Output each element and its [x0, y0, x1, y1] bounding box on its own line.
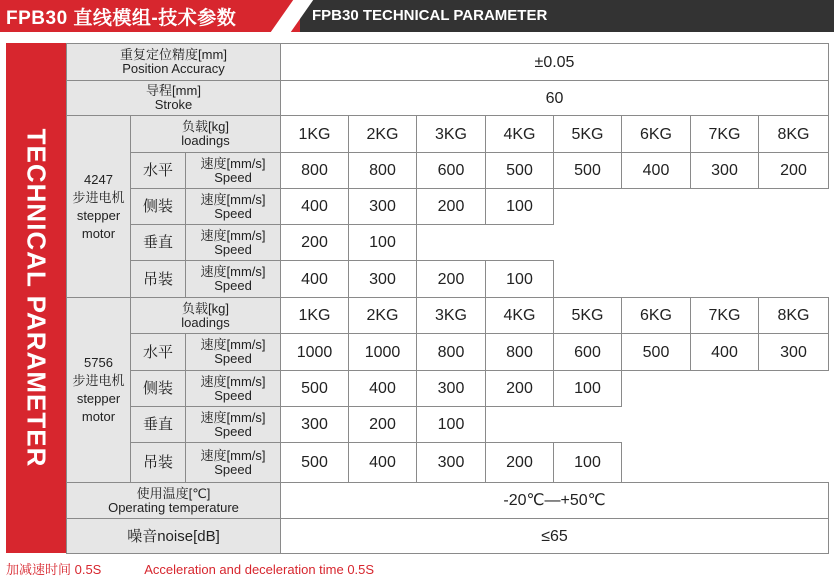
cell-label-en: loadings: [181, 314, 230, 330]
speed-value: 800: [416, 333, 486, 371]
mount-label: 垂直: [130, 406, 186, 443]
noise-label: 噪音noise[dB]: [66, 518, 281, 554]
cell-label-en: Speed: [214, 241, 252, 257]
cell-label-cn: 使用温度[℃]: [136, 485, 211, 501]
speed-value: 100: [553, 370, 622, 407]
motor-en1: stepper: [76, 207, 121, 223]
operating-temperature-label: [66, 482, 281, 519]
cell-label-cn: 速度[mm/s]: [200, 191, 266, 207]
cell-label-cn: 导程[mm]: [146, 83, 201, 98]
side-band-text: TECHNICAL PARAMETER: [21, 128, 52, 468]
footer-note-en: Acceleration and deceleration time 0.5S: [144, 562, 375, 577]
speed-value: 100: [485, 260, 554, 298]
speed-value: 200: [485, 370, 554, 407]
header-title-cn: FPB30 直线模组-技术参数: [6, 8, 237, 29]
speed-value: 200: [348, 406, 417, 443]
mount-label: 侧装: [130, 188, 186, 225]
speed-label: [185, 260, 281, 298]
mount-label: 吊装: [130, 260, 186, 298]
speed-value: 200: [280, 224, 349, 261]
load-4: 5KG: [553, 297, 622, 334]
cell-label-en: Position Accuracy: [122, 61, 225, 76]
motor-model: 5756: [84, 355, 113, 370]
cell-label-en: Stroke: [154, 97, 193, 112]
speed-value: 500: [280, 370, 349, 407]
load-3: 4KG: [485, 115, 554, 153]
motor-cn: 步进电机: [72, 373, 125, 388]
load-2: 3KG: [416, 115, 486, 153]
speed-value: 300: [416, 442, 486, 483]
position-accuracy-value: ±0.05: [280, 43, 829, 81]
speed-value: 500: [621, 333, 691, 371]
load-1: 2KG: [348, 297, 417, 334]
speed-value: 400: [280, 188, 349, 225]
cell-label-cn: 速度[mm/s]: [200, 373, 266, 389]
speed-value: 300: [280, 406, 349, 443]
speed-label: [185, 224, 281, 261]
load-3: 4KG: [485, 297, 554, 334]
load-2: 3KG: [416, 297, 486, 334]
speed-label: [185, 188, 281, 225]
load-5: 6KG: [621, 115, 691, 153]
speed-value: 200: [758, 152, 829, 189]
speed-value: 1000: [280, 333, 349, 371]
motor-label-4247: [66, 115, 131, 298]
speed-value: 300: [348, 188, 417, 225]
speed-value: 400: [690, 333, 759, 371]
load-6: 7KG: [690, 115, 759, 153]
cell-label-en: Operating temperature: [108, 499, 239, 515]
cell-label-cn: 速度[mm/s]: [200, 227, 266, 243]
stroke-value: 60: [280, 80, 829, 116]
speed-value: 300: [690, 152, 759, 189]
speed-label: [185, 370, 281, 407]
speed-value: 500: [485, 152, 554, 189]
position-accuracy-label: [66, 43, 281, 81]
speed-value: 100: [485, 188, 554, 225]
cell-label-en: loadings: [181, 133, 230, 148]
speed-value: 100: [416, 406, 486, 443]
mount-label: 吊装: [130, 442, 186, 483]
footer-note: [6, 559, 414, 578]
speed-value: 400: [348, 442, 417, 483]
speed-value: 800: [348, 152, 417, 189]
cell-label-cn: 速度[mm/s]: [200, 264, 266, 279]
speed-value: 500: [553, 152, 622, 189]
mount-label: 水平: [130, 333, 186, 371]
mount-label: 水平: [130, 152, 186, 189]
speed-value: 200: [416, 260, 486, 298]
speed-value: 200: [485, 442, 554, 483]
mount-label: 侧装: [130, 370, 186, 407]
stroke-label: [66, 80, 281, 116]
cell-label-en: Speed: [214, 169, 252, 185]
speed-value: 600: [553, 333, 622, 371]
motor-label-5756: [66, 297, 131, 483]
operating-temperature-value: -20℃—+50℃: [280, 482, 829, 519]
motor-en2: motor: [81, 409, 116, 424]
speed-value: 400: [621, 152, 691, 189]
speed-value: 800: [280, 152, 349, 189]
cell-label-cn: 重复定位精度[mm]: [120, 47, 227, 62]
load-7: 8KG: [758, 297, 829, 334]
motor-model: 4247: [84, 171, 113, 187]
load-0: 1KG: [280, 115, 349, 153]
cell-label-cn: 负载[kg]: [182, 300, 229, 316]
speed-value: 300: [348, 260, 417, 298]
cell-label-en: Speed: [214, 278, 252, 293]
cell-label-cn: 速度[mm/s]: [200, 337, 266, 352]
motor-cn: 步进电机: [72, 189, 125, 205]
header-title-en: FPB30 TECHNICAL PARAMETER: [312, 7, 548, 24]
speed-label: [185, 406, 281, 443]
speed-value: 200: [416, 188, 486, 225]
speed-value: 100: [553, 442, 622, 483]
load-7: 8KG: [758, 115, 829, 153]
speed-value: 300: [416, 370, 486, 407]
cell-label-cn: 速度[mm/s]: [200, 409, 266, 425]
header-bar: [0, 0, 834, 32]
cell-label-en: Speed: [214, 205, 252, 221]
load-0: 1KG: [280, 297, 349, 334]
cell-label-cn: 速度[mm/s]: [200, 447, 266, 463]
cell-label-cn: 负载[kg]: [182, 119, 229, 134]
speed-value: 400: [280, 260, 349, 298]
footer-note-cn: 加减速时间 0.5S: [6, 562, 102, 577]
speed-value: 1000: [348, 333, 417, 371]
speed-value: 400: [348, 370, 417, 407]
load-1: 2KG: [348, 115, 417, 153]
speed-label: [185, 152, 281, 189]
motor-en1: stepper: [76, 391, 121, 406]
speed-value: 500: [280, 442, 349, 483]
speed-value: 300: [758, 333, 829, 371]
noise-value: ≤65: [280, 518, 829, 554]
speed-value: 100: [348, 224, 417, 261]
load-5: 6KG: [621, 297, 691, 334]
cell-label-en: Speed: [214, 351, 252, 366]
cell-label-en: Speed: [214, 461, 252, 477]
speed-label: [185, 442, 281, 483]
speed-value: 600: [416, 152, 486, 189]
load-label: [130, 297, 281, 334]
load-4: 5KG: [553, 115, 622, 153]
cell-label-en: Speed: [214, 423, 252, 439]
speed-label: [185, 333, 281, 371]
mount-label: 垂直: [130, 224, 186, 261]
cell-label-cn: 速度[mm/s]: [200, 155, 266, 171]
load-label: [130, 115, 281, 153]
load-6: 7KG: [690, 297, 759, 334]
speed-value: 800: [485, 333, 554, 371]
motor-en2: motor: [81, 225, 116, 241]
cell-label-en: Speed: [214, 387, 252, 403]
